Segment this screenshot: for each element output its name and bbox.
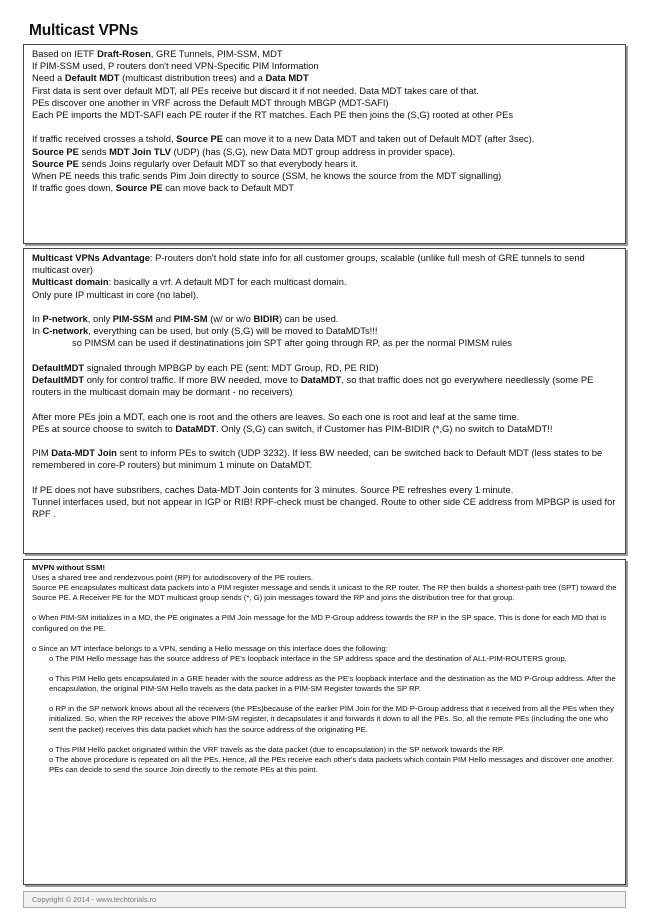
text-segment: Uses a shared tree and rendezvous point (RP) for autodiscovery of the PE routers. [32, 573, 314, 583]
text-line [32, 447, 617, 471]
text-line [32, 613, 617, 633]
text-segment: In [32, 313, 43, 324]
text-segment: PIM [32, 447, 52, 459]
page-title: Multicast VPNs [29, 22, 139, 39]
text-line [32, 411, 617, 423]
text-segment: : P-routers don't hold state info for all customer groups, scalable (unlike full mesh of GRE tunnels to send multicast over) [32, 252, 585, 276]
text-line [32, 325, 617, 337]
text-segment: MVPN without SSM! [32, 563, 106, 572]
text-segment: , GRE Tunnels, PIM-SSM, MDT [150, 48, 283, 59]
blank-line [32, 435, 617, 447]
text-line [32, 374, 617, 398]
blank-line [32, 694, 617, 704]
text-segment: Default MDT [64, 72, 120, 84]
text-line [32, 60, 617, 72]
text-segment: (w/ or w/o [207, 313, 254, 324]
text-segment: Source PE [32, 157, 79, 169]
text-segment: If PE does not have subsribers, caches Data-MDT Join contents for 3 minutes. Source PE refreshes every 1 minute. [32, 483, 514, 495]
text-line [32, 109, 617, 121]
copyright-text: Copyright © 2014 - www.techtorials.ro [32, 895, 157, 904]
text-segment: Draft-Rosen [97, 48, 151, 59]
text-segment: o This PIM Hello gets encapsulated in a GRE header with the source address as the PE's loopback interface and the destination as the MD P-Group address. After the encapsulation, the original PIM-SM Hello travels as the data packet in a PIM-SM Register towards the SP RP. [49, 674, 616, 694]
text-segment: , only [87, 313, 113, 324]
blank-line [32, 603, 617, 613]
text-segment: and [152, 313, 174, 324]
text-segment: so PIMSM can be used if destinatinations join SPT after going through RP, as per the normal PIMSM rules [72, 337, 512, 349]
text-line [32, 313, 617, 325]
mvpn-advantages-section [23, 248, 626, 554]
text-segment: DefaultMDT [32, 361, 85, 373]
text-segment: (UDP) (has (S,G), new Data MDT group address in provider space). [170, 145, 456, 157]
text-segment: PIM-SM [173, 313, 208, 324]
text-line [32, 72, 617, 84]
text-line [32, 289, 617, 301]
text-line [32, 755, 617, 775]
text-segment: Data-MDT Join [51, 447, 117, 459]
blank-line [32, 350, 617, 362]
text-segment: o This PIM Hello packet originated within the VRF travels as the data packet (due to encapsulation) in the SP network towards the RP. [49, 744, 505, 754]
text-segment: First data is sent over default MDT, all PEs receive but discard it if not needed. Data MDT takes care of that. [32, 84, 479, 96]
text-line [32, 158, 617, 170]
text-segment: o The PIM Hello message has the source address of PE's loopback interface in the SP address space and the destination of ALL-PIM-ROUTERS group. [49, 653, 567, 663]
draft-rosen-section [23, 44, 626, 244]
text-segment: Source PE [32, 145, 79, 157]
text-segment: If traffic received crosses a tshold, [32, 133, 177, 145]
text-segment: Source PE encapsulates multicast data packets into a PIM register message and sends it unicast to the RP router. The RP then builds a shortest-path tree (SPT) toward the Source PE. A Receiver PE for the MDT multicast group sends (*, G) join messages toward the RP and joins the distribution tree for that group. [32, 583, 617, 603]
text-segment: DataMDT [175, 422, 216, 434]
text-line [32, 583, 617, 603]
text-line [32, 654, 617, 664]
text-segment: sends Joins regularly over Default MDT so that everybody hears it. [78, 157, 359, 169]
text-line [32, 563, 617, 573]
section-content [24, 45, 625, 194]
blank-line [32, 664, 617, 674]
text-segment: , everything can be used, but only (S,G) will be moved to DataMDTs!!! [88, 325, 378, 337]
text-segment: . Only (S,G) can switch, if Customer has PIM-BIDIR (*,G) no switch to DataMDT!! [215, 422, 553, 434]
text-segment: sends [78, 145, 110, 157]
text-segment: When PE needs this trafic sends Pim Join directly to source (SSM, he knows the source from the MDT signalling) [32, 170, 502, 182]
text-line [32, 496, 617, 520]
text-segment: sent to inform PEs to switch (UDP 3232). If less BW needed, can be switched back to Default MDT (less states to be remembered in core-P routers) but minimum 1 minute on DataMDT. [32, 447, 603, 471]
blank-line [32, 634, 617, 644]
text-segment: If PIM-SSM used, P routers don't need VPN-Specific PIM Information [32, 60, 319, 72]
text-line [32, 48, 617, 60]
text-line [32, 484, 617, 496]
text-line [32, 362, 617, 374]
text-segment: Source PE [115, 182, 163, 194]
blank-line [32, 398, 617, 410]
text-segment: BIDIR [253, 313, 279, 324]
blank-line [32, 121, 617, 133]
text-segment: : basically a vrf. A default MDT for each multicast domain. [108, 276, 347, 288]
text-segment: C-network [42, 325, 89, 337]
text-line [32, 252, 617, 276]
text-segment: P-network [42, 313, 88, 324]
text-segment: Data MDT [265, 72, 309, 84]
text-line [32, 573, 617, 583]
text-segment: After more PEs join a MDT, each one is root and the others are leaves. So each one is root and leaf at the same time. [32, 410, 520, 422]
text-segment: PEs discover one another in VRF across the Default MDT through MBGP (MDT-SAFI) [32, 96, 389, 108]
text-line [32, 146, 617, 158]
text-segment: Each PE imports the MDT-SAFI each PE router if the RT matches. Each PE then joins the (S,G) rooted at other PEs [32, 109, 514, 121]
text-segment: o When PIM-SM initializes in a MD, the PE originates a PIM Join message for the MD P-Group address towards the RP in the SP space. This is done for each MD that is configured on the PE. [32, 613, 607, 633]
text-line [32, 745, 617, 755]
text-line [32, 644, 617, 654]
text-line [32, 85, 617, 97]
text-segment: can move it to a new Data MDT and taken out of Default MDT (after 3sec). [223, 133, 535, 145]
text-segment: Need a [32, 72, 65, 84]
text-segment: If traffic goes down, [32, 182, 116, 194]
text-line [32, 674, 617, 694]
text-segment: o Since an MT interface belongs to a VPN, sending a Hello message on this interface does the following: [32, 643, 388, 653]
text-line [32, 170, 617, 182]
blank-line [32, 301, 617, 313]
mvpn-without-ssm-section [23, 559, 626, 885]
text-segment: (multicast distribution trees) and a [119, 72, 266, 84]
text-segment: o RP in the SP network knows about all the receivers (the PEs)because of the earlier PIM Join for the MD P-Group address that it received from all the PEs when they initialized. So, when the RP receives the above PIM-SM register, it decapsulates it and forwards it down to all the PEs. So, all the remote PEs (including the one who sent the packet) receives this data packet which has the source address of the originating PE. [49, 704, 615, 734]
text-segment: Only pure IP multicast in core (no label). [32, 288, 199, 300]
text-line [32, 423, 617, 435]
text-segment: only for control traffic. If more BW needed, move to [84, 374, 301, 385]
text-segment: o The above procedure is repeated on all the PEs. Hence, all the PEs receive each other's data packets which contain PIM Hello messages and discover one another. PEs can decide to send the source Join directly to the remote PEs at this point. [49, 754, 614, 774]
text-segment: Multicast VPNs Advantage [32, 252, 150, 263]
text-segment: DefaultMDT [32, 374, 85, 385]
text-line [32, 704, 617, 734]
text-segment: In [32, 325, 43, 337]
text-segment: DataMDT [300, 374, 342, 385]
blank-line [32, 472, 617, 484]
text-segment: signaled through MPBGP by each PE (sent: MDT Group, RD, PE RID) [84, 361, 379, 373]
section-content [24, 249, 625, 520]
text-segment: ) can be used. [278, 313, 339, 324]
text-line [32, 276, 617, 288]
text-segment: Source PE [176, 133, 224, 145]
text-line [32, 97, 617, 109]
text-segment: , so that traffic does not go everywhere needlessly (some PE routers in the multicast domain may be dormant - no receivers) [32, 374, 594, 398]
text-segment: PIM-SSM [112, 313, 153, 324]
text-segment: Multicast domain [32, 276, 109, 288]
text-line [32, 133, 617, 145]
text-segment: PEs at source choose to switch to [32, 422, 176, 434]
text-line [32, 182, 617, 194]
text-line [32, 337, 617, 349]
blank-line [32, 735, 617, 745]
copyright-footer [23, 891, 626, 908]
text-segment: Tunnel interfaces used, but not appear in IGP or RIB! RPF-check must be changed. Route to other side CE address from MPBGP is used for RPF . [32, 495, 616, 520]
text-segment: MDT Join TLV [109, 145, 171, 157]
text-segment: Based on IETF [32, 48, 98, 59]
text-segment: can move back to Default MDT [162, 182, 294, 194]
section-content [24, 560, 625, 775]
